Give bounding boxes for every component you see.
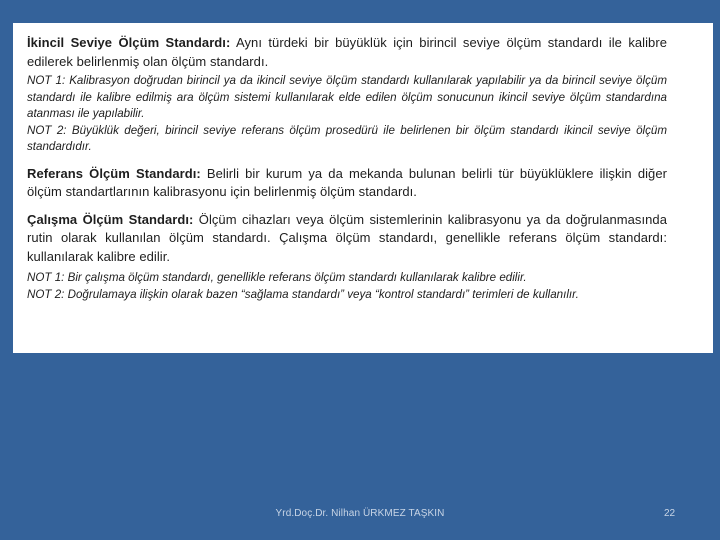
working-standard-note-1: NOT 1: Bir çalışma ölçüm standardı, genellikle referans ölçüm standardı kullanılarak kalibre edilir. — [27, 271, 527, 285]
reference-standard-term: Referans Ölçüm Standardı: — [27, 165, 201, 181]
working-standard-text: Ölçüm cihazları veya ölçüm sistemlerinin kalibrasyonu ya da doğrulanmasında rutin olarak kullanılan ölçüm standardı. Çalışma ölçüm standardı, genellikle referans ölçüm standardı: kullanılarak kalibre edilir. — [27, 211, 667, 264]
working-standard-definition — [27, 211, 667, 267]
secondary-standard-term: İkincil Seviye Ölçüm Standardı: — [27, 35, 231, 50]
working-standard-term: Çalışma Ölçüm Standardı: — [27, 211, 194, 227]
reference-standard-definition — [27, 165, 667, 202]
secondary-standard-definition — [27, 34, 667, 71]
footer-author: Yrd.Doç.Dr. Nilhan ÜRKMEZ TAŞKIN — [275, 508, 445, 519]
document-excerpt — [13, 23, 713, 353]
reference-standard-text: Belirli bir kurum ya da mekanda bulunan belirli tür büyüklüklere ilişkin diğer ölçüm standartlarının kalibrasyonu için belirlenmiş ölçüm standardı. — [27, 165, 667, 200]
page-number: 22 — [664, 508, 676, 519]
secondary-standard-text: Aynı türdeki bir büyüklük için birincil seviye ölçüm standardı ile kalibre edilerek belirlenmiş olan ölçüm standardı. — [27, 35, 667, 69]
working-standard-note-2: NOT 2: Doğrulamaya ilişkin olarak bazen “sağlama standardı” veya “kontrol standardı” terimleri de kullanılır. — [27, 288, 579, 302]
secondary-standard-note-2: NOT 2: Büyüklük değeri, birincil seviye referans ölçüm prosedürü ile belirlenen bir ölçüm standardı ikincil seviye ölçüm standardıdır. — [27, 123, 667, 154]
secondary-standard-note-1: NOT 1: Kalibrasyon doğrudan birincil ya da ikincil seviye ölçüm standardı kullanılarak yapılabilir ya da birincil seviye ölçüm standardı ile kalibre edilmiş ara ölçüm sistemi kullanılarak elde edilen ölçüm sonucunun ikincil seviye ölçüm standardına atanması ile yapılabilir. — [27, 74, 667, 121]
